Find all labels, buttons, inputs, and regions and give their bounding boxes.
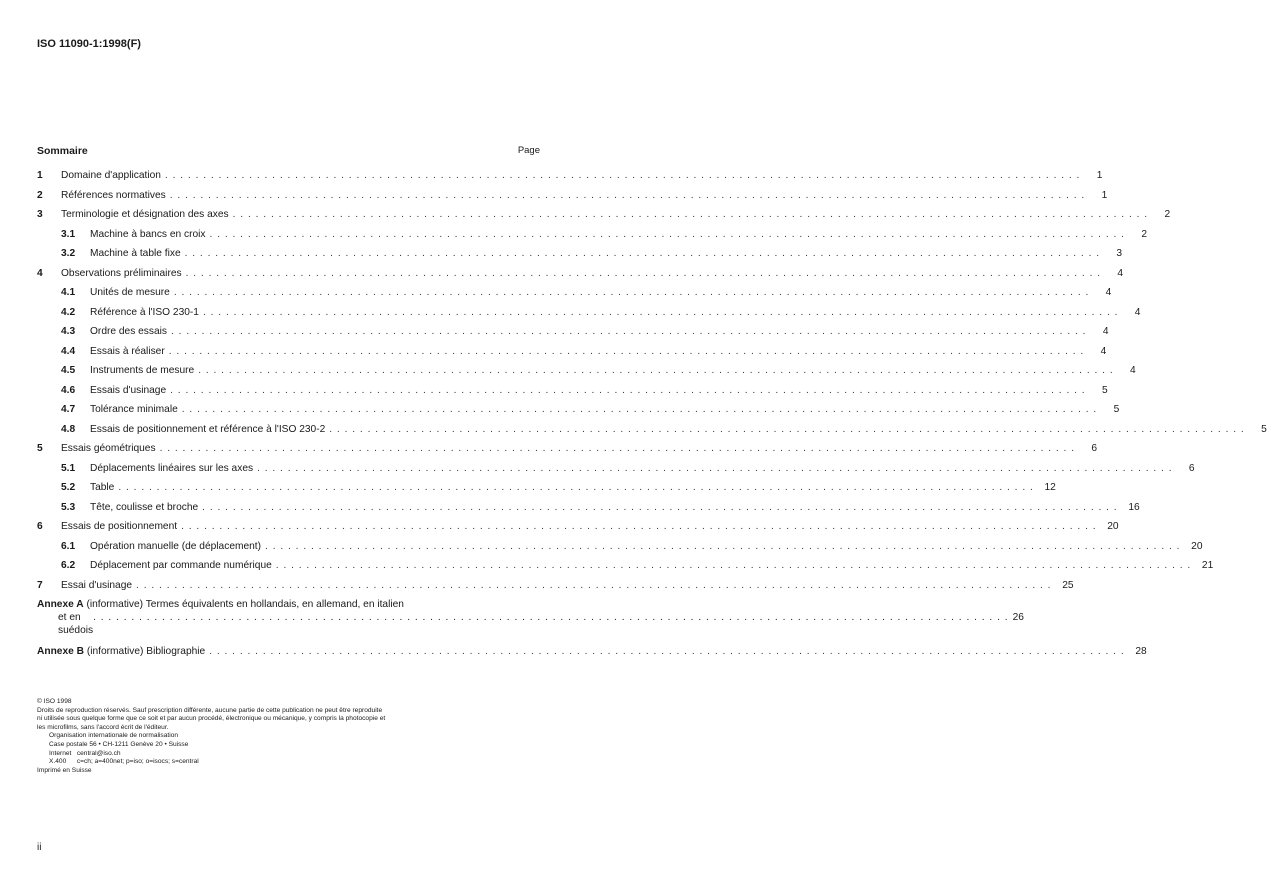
toc-entry-label: Déplacements linéaires sur les axes xyxy=(90,460,257,477)
toc-entry-number: 4.4 xyxy=(61,345,76,357)
toc-entry-label: Tolérance minimale xyxy=(90,401,182,418)
internet-key: Internet xyxy=(49,749,72,757)
toc-entry-page: 25 xyxy=(1062,579,1074,591)
annex-line-1 xyxy=(37,598,540,611)
toc-entry-page: 4 xyxy=(1102,326,1109,337)
copyright-line: © ISO 1998 xyxy=(37,698,72,705)
toc-entry-label: Machine à table fixe xyxy=(90,245,185,262)
toc-entry-label: Référence à l'ISO 230-1 xyxy=(90,304,203,321)
dot-leader: . . . . . . . . . . . . . . . . . . . . . . . . . . . . . . . . . . . . . . . . . . . . . . . . . . . . . . . . . . . . . . . . . . . . . . . . . . . . . . . . . . . . . . . . . . . . . . . . . . . . . . . . . . . . . . . . . . . . . . . . xyxy=(185,267,1102,279)
toc-annex xyxy=(37,598,1024,637)
toc-entry xyxy=(37,304,1141,324)
toc-entry-label: Essais de positionnement xyxy=(61,518,181,535)
toc-entry-page: 12 xyxy=(1044,482,1056,493)
toc-entry-label: Essais à réaliser xyxy=(90,343,169,360)
copyright-footer xyxy=(37,698,387,775)
toc-entry-number: 4.2 xyxy=(61,306,76,318)
annex-type: (informative) xyxy=(86,599,144,610)
annex-page: 28 xyxy=(1135,646,1147,657)
toc-entry-page: 1 xyxy=(1101,189,1108,201)
dot-leader: . . . . . . . . . . . . . . . . . . . . . . . . . . . . . . . . . . . . . . . . . . . . . . . . . . . . . . . . . . . . . . . . . . . . . . . . . . . . . . . . . . . . . . . . . . . . . . . . . . . . . . . . . . . . . . . . . . . . . . . . xyxy=(275,560,1192,571)
toc-entry-number: 5.2 xyxy=(61,482,76,493)
toc-entry-number: 4.6 xyxy=(61,384,76,396)
org-name: Organisation internationale de normalisation xyxy=(49,732,179,740)
toc-entry-number: 5.3 xyxy=(61,501,76,513)
toc-entry-page: 5 xyxy=(1261,423,1267,435)
annex-title xyxy=(37,643,209,660)
toc-entry-number: 3.2 xyxy=(61,248,76,259)
dot-leader: . . . . . . . . . . . . . . . . . . . . . . . . . . . . . . . . . . . . . . . . . . . . . . . . . . . . . . . . . . . . . . . . . . . . . . . . . . . . . . . . . . . . . . . . . . . . . . . . . . . . . . . . . . . . . . . . . . . . . . . . xyxy=(184,248,1101,259)
x400-value: c=ch; a=400net; p=iso; o=isocs; s=central xyxy=(76,758,199,766)
toc-entry-page: 5 xyxy=(1101,384,1108,396)
annex-type: (informative) xyxy=(86,646,144,657)
dot-leader: . . . . . . . . . . . . . . . . . . . . . . . . . . . . . . . . . . . . . . . . . . . . . . . . . . . . . . . . . . . . . . . . . . . . . . . . . . . . . . . . . . . . . . . . . . . . . . . . . . . . . . . . . . . . . . . . . . . . . . . . xyxy=(209,646,1125,657)
dot-leader: . . . . . . . . . . . . . . . . . . . . . . . . . . . . . . . . . . . . . . . . . . . . . . . . . . . . . . . . . . . . . . . . . . . . . . . . . . . . . . . . . . . . . . . . . . . . . . . . . . . . . . . . . . . . . . . . . . . . . . . . xyxy=(169,189,1086,201)
toc-entry xyxy=(37,538,1203,558)
dot-leader: . . . . . . . . . . . . . . . . . . . . . . . . . . . . . . . . . . . . . . . . . . . . . . . . . . . . . . . . . . . . . . . . . . . . . . . . . . . . . . . . . . . . . . . . . . . . . . . . . . . . . . . . . . . . . . . . . . . . . . . . xyxy=(202,501,1118,513)
toc-entry-number: 6 xyxy=(37,521,43,532)
toc-entry-page: 20 xyxy=(1107,521,1119,532)
dot-leader: . . . . . . . . . . . . . . . . . . . . . . . . . . . . . . . . . . . . . . . . . . . . . . . . . . . . . . . . . . . . . . . . . . . . . . . . . . . . . . . . . . . . . . . . . . . . . . . . . . . . . . . . . . . . . . . . . . . . . . . . xyxy=(170,384,1086,396)
toc-entry-number: 4.5 xyxy=(61,365,76,376)
toc-entry xyxy=(37,499,1140,519)
dot-leader: . . . . . . . . . . . . . . . . . . . . . . . . . . . . . . . . . . . . . . . . . . . . . . . . . . . . . . . . . . . . . . . . . . . . . . . . . . . . . . . . . . . . . . . . . . . . . . . . . . . . . . . . . . . . . . . . . . . . . . . . xyxy=(181,521,1097,532)
annex-page: 26 xyxy=(1012,612,1024,623)
toc-entry xyxy=(37,518,1119,538)
toc-entry xyxy=(37,226,1148,246)
dot-leader: . . . . . . . . . . . . . . . . . . . . . . . . . . . . . . . . . . . . . . . . . . . . . . . . . . . . . . . . . . . . . . . . . . . . . . . . . . . . . . . . . . . . . . . . . . . . . . . . . . . . . . . . . . . . . . . . . . . . . . . . xyxy=(209,228,1126,240)
toc-entry-label: Unités de mesure xyxy=(90,284,174,301)
toc-entry-page: 3 xyxy=(1116,248,1123,259)
toc-entry-number: 6.1 xyxy=(61,540,76,552)
toc-entry-number: 6.2 xyxy=(61,560,76,571)
toc-entry xyxy=(37,401,1120,421)
toc-entry-number: 3 xyxy=(37,209,43,220)
toc-entry xyxy=(37,440,1098,460)
internet-line xyxy=(37,750,387,759)
toc-entry xyxy=(37,323,1109,343)
toc-entry-page: 1 xyxy=(1096,170,1103,181)
toc-entry-page: 5 xyxy=(1113,404,1120,415)
toc-entry-page: 16 xyxy=(1128,501,1140,513)
toc-entry xyxy=(37,460,1195,480)
toc-entry-number: 4 xyxy=(37,267,43,279)
document-id: ISO 11090-1:1998(F) xyxy=(37,38,141,50)
toc-entry-number: 5 xyxy=(37,443,43,454)
toc-entry xyxy=(37,421,1267,441)
printed-in: Imprimé en Suisse xyxy=(37,766,92,774)
toc-page-label: Page xyxy=(517,145,540,156)
dot-leader: . . . . . . . . . . . . . . . . . . . . . . . . . . . . . . . . . . . . . . . . . . . . . . . . . . . . . . . . . . . . . . . . . . . . . . . . . . . . . . . . . . . . . . . . . . . . . . . . . . . . . . . . . . . . . . . . . . . . . . . . xyxy=(118,482,1034,493)
dot-leader: . . . . . . . . . . . . . . . . . . . . . . . . . . . . . . . . . . . . . . . . . . . . . . . . . . . . . . . . . . . . . . . . . . . . . . . . . . . . . . . . . . . . . . . . . . . . . . . . . . . . . . . . . . . . . . . . . . . . . . . . xyxy=(164,170,1081,181)
toc-entry-page: 4 xyxy=(1117,267,1124,279)
x400-line xyxy=(37,758,387,767)
toc-entry-page: 4 xyxy=(1100,345,1107,357)
toc-entry-label: Essais géométriques xyxy=(61,440,160,457)
toc-entry-label: Déplacement par commande numérique xyxy=(90,557,276,574)
dot-leader: . . . . . . . . . . . . . . . . . . . . . . . . . . . . . . . . . . . . . . . . . . . . . . . . . . . . . . . . . . . . . . . . . . . . . . . . . . . . . . . . . . . . . . . . . . . . . . . . . . . . . . . . . . . . . . . . . . . . . . . . xyxy=(198,365,1114,376)
toc-entry xyxy=(37,362,1136,382)
dot-leader: . . . . . . . . . . . . . . . . . . . . . . . . . . . . . . . . . . . . . . . . . . . . . . . . . . . . . . . . . . . . . . . . . . . . . . . . . . . . . . . . . . . . . . . . . . . . . . . . . . . . . . . . . . . . . . . . . . . . . . . . xyxy=(136,579,1052,591)
toc-entry-number: 4.1 xyxy=(61,287,76,298)
dot-leader: . . . . . . . . . . . . . . . . . . . . . . . . . . . . . . . . . . . . . . . . . . . . . . . . . . . . . . . . . . . . . . . . . . . . . . . . . . . . . . . . . . . . . . . . . . . . . . . . . . . . . . . . . . . . . . . . . . . . . . . . xyxy=(171,326,1087,337)
rights-text: Droits de reproduction réservés. Sauf prescription différente, aucune partie de cette publication ne peut être reproduite ni utilisée sous quelque forme que ce soit et par aucun procédé, électronique ou mécanique, y compris la photocopie et les microfilms, sans l'accord écrit de l'éditeur. xyxy=(37,706,386,731)
toc-entry-number: 7 xyxy=(37,579,43,591)
postal-address: Case postale 56 • CH-1211 Genève 20 • Suisse xyxy=(49,740,189,748)
dot-leader: . . . . . . . . . . . . . . . . . . . . . . . . . . . . . . . . . . . . . . . . . . . . . . . . . . . . . . . . . . . . . . . . . . . . . . . . . . . . . . . . . . . . . . . . . . . . . . . . . . . . . . . . . . . . . . . . . . . . . . . . xyxy=(232,209,1149,220)
dot-leader: . . . . . . . . . . . . . . . . . . . . . . . . . . . . . . . . . . . . . . . . . . . . . . . . . . . . . . . . . . . . . . . . . . . . . . . . . . . . . . . . . . . . . . . . . . . . . . . . . . . . . . . . . . . . . . . . . . . . . . . . xyxy=(257,462,1173,474)
toc-entry xyxy=(37,557,1214,577)
toc-entry xyxy=(37,167,1103,187)
toc-entry-page: 6 xyxy=(1188,462,1195,474)
annex-label: Termes équivalents en hollandais, en allemand, en italien xyxy=(145,599,404,610)
toc-entry-page: 6 xyxy=(1091,443,1098,454)
page-number: ii xyxy=(37,842,42,853)
annex-name: Annexe A xyxy=(37,599,84,610)
toc-entry-label: Références normatives xyxy=(61,187,170,204)
toc-entry-page: 2 xyxy=(1141,228,1148,240)
toc-entry-label: Opération manuelle (de déplacement) xyxy=(90,538,265,555)
toc-entry xyxy=(37,343,1107,363)
toc-entry-label: Domaine d'application xyxy=(61,167,165,184)
toc-entry-page: 4 xyxy=(1130,365,1136,376)
toc-entry-page: 4 xyxy=(1134,306,1141,318)
toc-entry-label: Table xyxy=(90,479,118,496)
dot-leader: . . . . . . . . . . . . . . . . . . . . . . . . . . . . . . . . . . . . . . . . . . . . . . . . . . . . . . . . . . . . . . . . . . . . . . . . . . . . . . . . . . . . . . . . . . . . . . . . . . . . . . . . . . . . . . . . . . . . . . . . xyxy=(202,306,1119,318)
toc-entry xyxy=(37,479,1056,499)
table-of-contents xyxy=(37,167,1267,663)
dot-leader: . . . . . . . . . . . . . . . . . . . . . . . . . . . . . . . . . . . . . . . . . . . . . . . . . . . . . . . . . . . . . . . . . . . . . . . . . . . . . . . . . . . . . . . . . . . . . . . . . . . . . . . . . . . . . . . . . . . . . . . . xyxy=(329,423,1245,435)
toc-entry-page: 2 xyxy=(1164,209,1171,220)
dot-leader: . . . . . . . . . . . . . . . . . . . . . . . . . . . . . . . . . . . . . . . . . . . . . . . . . . . . . . . . . . . . . . . . . . . . . . . . . . . . . . . . . . . . . . . . . . . . . . . . . . . . . . . . . . . . . . . . . . . . . . . . xyxy=(173,287,1090,298)
dot-leader: . . . . . . . . . . . . . . . . . . . . . . . . . . . . . . . . . . . . . . . . . . . . . . . . . . . . . . . . . . . . . . . . . . . . . . . . . . . . . . . . . . . . . . . . . . . . . . . . . . . . . . . . . . . . . . . . . . . . . . . . xyxy=(93,612,1009,623)
toc-entry xyxy=(37,206,1171,226)
dot-leader: . . . . . . . . . . . . . . . . . . . . . . . . . . . . . . . . . . . . . . . . . . . . . . . . . . . . . . . . . . . . . . . . . . . . . . . . . . . . . . . . . . . . . . . . . . . . . . . . . . . . . . . . . . . . . . . . . . . . . . . . xyxy=(181,404,1098,415)
dot-leader: . . . . . . . . . . . . . . . . . . . . . . . . . . . . . . . . . . . . . . . . . . . . . . . . . . . . . . . . . . . . . . . . . . . . . . . . . . . . . . . . . . . . . . . . . . . . . . . . . . . . . . . . . . . . . . . . . . . . . . . . xyxy=(159,443,1076,454)
toc-entry xyxy=(37,265,1124,285)
toc-entry-number: 5.1 xyxy=(61,462,76,474)
annex-label: Bibliographie xyxy=(146,646,206,657)
toc-entry-label: Ordre des essais xyxy=(90,323,171,340)
toc-entry-number: 1 xyxy=(37,170,43,181)
toc-entry xyxy=(37,284,1112,304)
internet-value: central@iso.ch xyxy=(76,749,121,757)
toc-title: Sommaire xyxy=(37,145,88,157)
dot-leader: . . . . . . . . . . . . . . . . . . . . . . . . . . . . . . . . . . . . . . . . . . . . . . . . . . . . . . . . . . . . . . . . . . . . . . . . . . . . . . . . . . . . . . . . . . . . . . . . . . . . . . . . . . . . . . . . . . . . . . . . xyxy=(265,540,1181,552)
toc-entry xyxy=(37,245,1123,265)
toc-entry-label: Terminologie et désignation des axes xyxy=(61,206,233,223)
toc-entry-number: 4.8 xyxy=(61,423,76,435)
toc-entry-number: 4.7 xyxy=(61,404,76,415)
annex-name: Annexe B xyxy=(37,646,84,657)
toc-header xyxy=(37,145,540,157)
dot-leader: . . . . . . . . . . . . . . . . . . . . . . . . . . . . . . . . . . . . . . . . . . . . . . . . . . . . . . . . . . . . . . . . . . . . . . . . . . . . . . . . . . . . . . . . . . . . . . . . . . . . . . . . . . . . . . . . . . . . . . . . xyxy=(168,345,1085,357)
toc-entry xyxy=(37,577,1074,597)
toc-entry xyxy=(37,382,1108,402)
toc-entry-number: 3.1 xyxy=(61,228,76,240)
toc-annex xyxy=(37,643,1147,663)
toc-entry-label: Essais d'usinage xyxy=(90,382,170,399)
annex-label-cont: et en suédois xyxy=(58,612,94,636)
toc-entry-label: Instruments de mesure xyxy=(90,362,198,379)
toc-entry-page: 21 xyxy=(1201,560,1214,571)
toc-entry-page: 4 xyxy=(1105,287,1112,298)
toc-entry-label: Observations préliminaires xyxy=(61,265,186,282)
toc-entry-label: Essais de positionnement et référence à l'ISO 230-2 xyxy=(90,421,329,438)
toc-entry-number: 4.3 xyxy=(61,326,76,337)
x400-key: X.400 xyxy=(49,758,67,766)
toc-entry xyxy=(37,187,1108,207)
toc-entry-label: Tête, coulisse et broche xyxy=(90,499,202,516)
toc-entry-label: Essai d'usinage xyxy=(61,577,136,594)
toc-entry-label: Machine à bancs en croix xyxy=(90,226,210,243)
annex-line-2 xyxy=(37,611,1024,637)
toc-entry-page: 20 xyxy=(1191,540,1203,552)
toc-entry-number: 2 xyxy=(37,189,43,201)
